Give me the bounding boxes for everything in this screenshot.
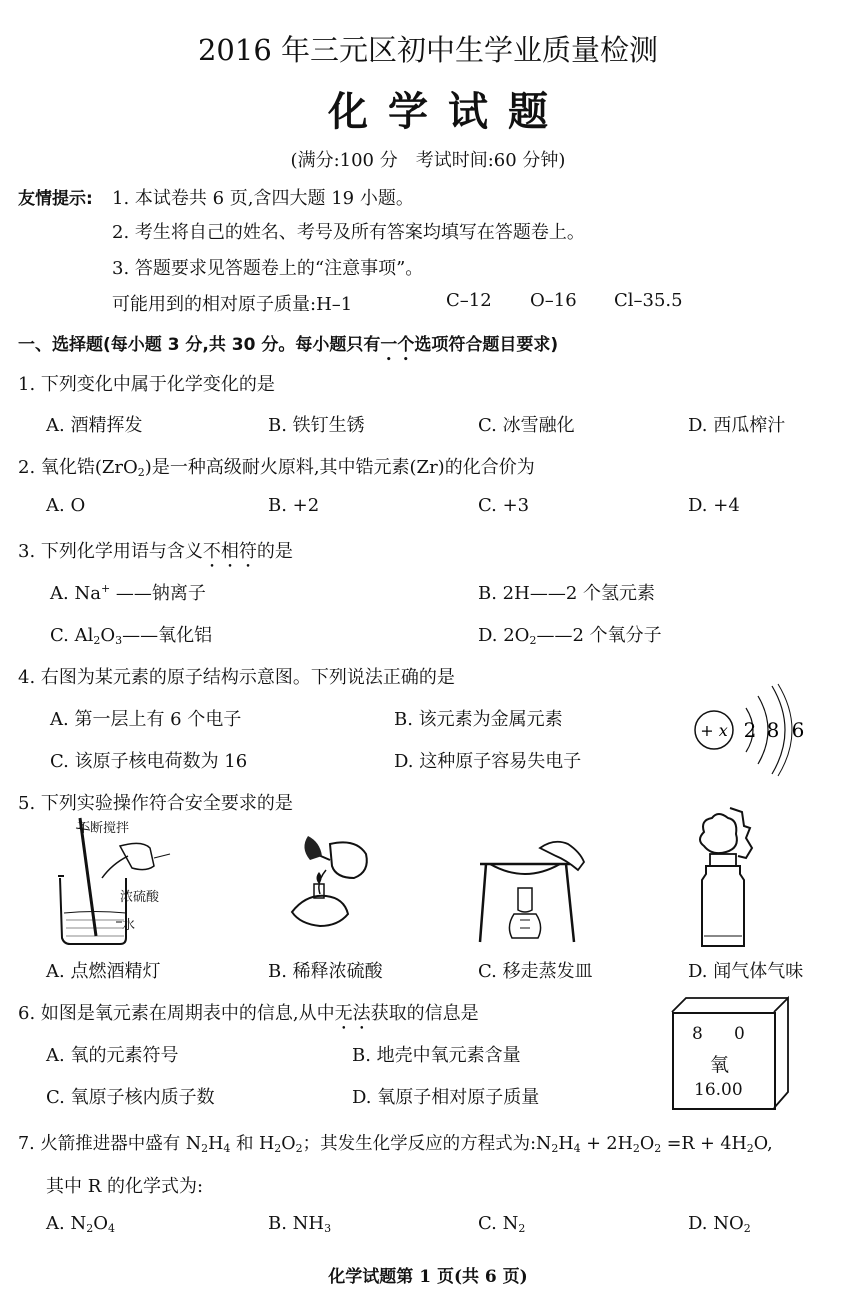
q1-option-b: B. 铁钉生锈 xyxy=(268,415,365,436)
stem-text: + 2H xyxy=(580,1134,633,1154)
shell-electrons-1: 2 xyxy=(743,718,757,742)
q3-option-c: C. $Al_2O_3——$氧化铝 xyxy=(50,625,213,647)
figure-alcohol-lamps xyxy=(286,834,376,944)
q5-option-d: D. 闻气体气味 xyxy=(688,961,804,982)
tip-item: 1. 本试卷共 6 页,含四大题 19 小题。 xyxy=(112,188,414,209)
page-footer: 化学试题第 1 页(共 6 页) xyxy=(328,1267,528,1287)
shell-electrons-2: 8 xyxy=(766,718,780,742)
q1-option-d: D. 西瓜榨汁 xyxy=(688,415,786,436)
q5-option-b: B. 稀释浓硫酸 xyxy=(268,961,383,982)
label-water: 水 xyxy=(122,918,136,933)
atomic-mass: 16.00 xyxy=(694,1080,743,1100)
q3-option-d: D. $2O_2——2$ 个氧分子 xyxy=(478,625,662,647)
q2-option-b: B. +2 xyxy=(268,495,320,516)
atomic-number: 8 xyxy=(692,1024,703,1044)
q1-option-c: C. 冰雪融化 xyxy=(478,415,575,436)
exam-info: (满分:100 分 考试时间:60 分钟) xyxy=(290,150,566,171)
emphasized-text: 不相符 xyxy=(202,541,257,562)
formula-subscript: 2 xyxy=(201,1142,209,1155)
q6-option-a: A. 氧的元素符号 xyxy=(46,1045,179,1066)
stem-text: O xyxy=(639,1134,655,1154)
q5-option-c: C. 移走蒸发皿 xyxy=(478,961,593,982)
question-4-stem: 4. 右图为某元素的原子结构示意图。下列说法正确的是 xyxy=(18,667,455,688)
question-6-stem: 6. 如图是氧元素在周期表中的信息,从中无法获取的信息是 xyxy=(18,1003,479,1024)
q7-option-b: B. $NH_3$ xyxy=(268,1213,332,1235)
stem-text: =R + 4H xyxy=(661,1134,747,1154)
q2-option-c: C. +3 xyxy=(478,495,530,516)
q4-option-d: D. 这种原子容易失电子 xyxy=(394,751,582,772)
stem-text: 7. 火箭推进器中盛有 N xyxy=(18,1134,202,1154)
q5-option-a: A. 点燃酒精灯 xyxy=(46,961,161,982)
question-7-stem-cont: 其中 R 的化学式为: xyxy=(46,1176,204,1197)
atomic-mass-cl: Cl–35.5 xyxy=(614,290,683,311)
question-2-stem: 2. 氧化锆(ZrO$_2$)是一种高级耐火原料,其中锆元素(Zr)的化合价为 xyxy=(18,457,535,479)
q3-option-a: A. Na+ ——钠离子 xyxy=(50,582,206,604)
label-stirring: 不断搅拌 xyxy=(77,821,130,836)
element-symbol: 0 xyxy=(734,1024,745,1044)
exam-title: 2016 年三元区初中生学业质量检测 xyxy=(197,33,659,67)
question-1-stem: 1. 下列变化中属于化学变化的是 xyxy=(18,374,275,395)
section-title: 一、选择题(每小题 3 分,共 30 分。每小题只有一个选项符合题目要求) xyxy=(18,335,559,355)
q7-option-a: A. $N_2O_4$ xyxy=(46,1213,115,1235)
question-5-stem: 5. 下列实验操作符合安全要求的是 xyxy=(18,793,293,814)
formula-subscript: 2 xyxy=(654,1142,662,1155)
question-7-stem xyxy=(18,1130,773,1155)
formula-subscript: 4 xyxy=(573,1142,581,1155)
atom-structure-diagram xyxy=(688,682,818,782)
subject-title: 化学试题 xyxy=(328,88,568,135)
nucleus-charge: + x xyxy=(700,721,728,740)
q2-option-d: D. +4 xyxy=(688,495,740,516)
question-3-stem: 3. 下列化学用语与含义不相符的是 xyxy=(18,541,293,562)
q7-option-c: C. $N_2$ xyxy=(478,1213,526,1235)
q6-option-b: B. 地壳中氧元素含量 xyxy=(352,1045,521,1066)
figure-evaporating-dish xyxy=(470,834,600,949)
stem-text: H xyxy=(208,1134,224,1154)
stem-text: 和 H xyxy=(230,1134,275,1154)
figure-smell-gas xyxy=(690,808,790,948)
stem-text: O, xyxy=(753,1134,773,1154)
q1-option-a: A. 酒精挥发 xyxy=(46,415,143,436)
element-card xyxy=(672,1012,776,1110)
q4-option-a: A. 第一层上有 6 个电子 xyxy=(50,709,242,730)
label-conc-acid: 浓硫酸 xyxy=(120,890,160,905)
figure-dilute-acid xyxy=(50,818,230,948)
emphasized-text: 一个 xyxy=(380,335,415,355)
element-card-3d-top xyxy=(672,996,792,1016)
atomic-mass-c: C–12 xyxy=(446,290,492,311)
formula-subscript: 4 xyxy=(223,1142,231,1155)
shell-electrons-3: 6 xyxy=(791,718,805,742)
stem-text: ；其发生化学反应的方程式为:N xyxy=(302,1134,552,1154)
tip-item: 3. 答题要求见答题卷上的“注意事项”。 xyxy=(112,258,424,279)
q6-option-c: C. 氧原子核内质子数 xyxy=(46,1087,215,1108)
formula-subscript: 2 xyxy=(632,1142,640,1155)
atomic-mass-o: O–16 xyxy=(530,290,577,311)
atomic-mass-label: 可能用到的相对原子质量:H–1 xyxy=(112,294,353,315)
tip-item: 2. 考生将自己的姓名、考号及所有答案均填写在答题卷上。 xyxy=(112,222,585,243)
q4-option-c: C. 该原子核电荷数为 16 xyxy=(50,751,248,772)
q2-option-a: A. O xyxy=(46,495,86,516)
emphasized-text: 无法 xyxy=(334,1003,371,1024)
stem-text: H xyxy=(558,1134,574,1154)
q4-option-b: B. 该元素为金属元素 xyxy=(394,709,563,730)
q7-option-d: D. $NO_2$ xyxy=(688,1213,751,1235)
tips-label: 友情提示: xyxy=(18,189,93,209)
formula-subscript: 2 xyxy=(551,1142,559,1155)
formula-subscript: 2 xyxy=(295,1142,303,1155)
formula-subscript: 2 xyxy=(746,1142,754,1155)
stem-text: O xyxy=(281,1134,296,1154)
formula-subscript: 2 xyxy=(274,1142,282,1155)
element-name: 氧 xyxy=(710,1054,730,1076)
q6-option-d: D. 氧原子相对原子质量 xyxy=(352,1087,540,1108)
q3-option-b: B. 2H——2 个氢元素 xyxy=(478,583,655,604)
